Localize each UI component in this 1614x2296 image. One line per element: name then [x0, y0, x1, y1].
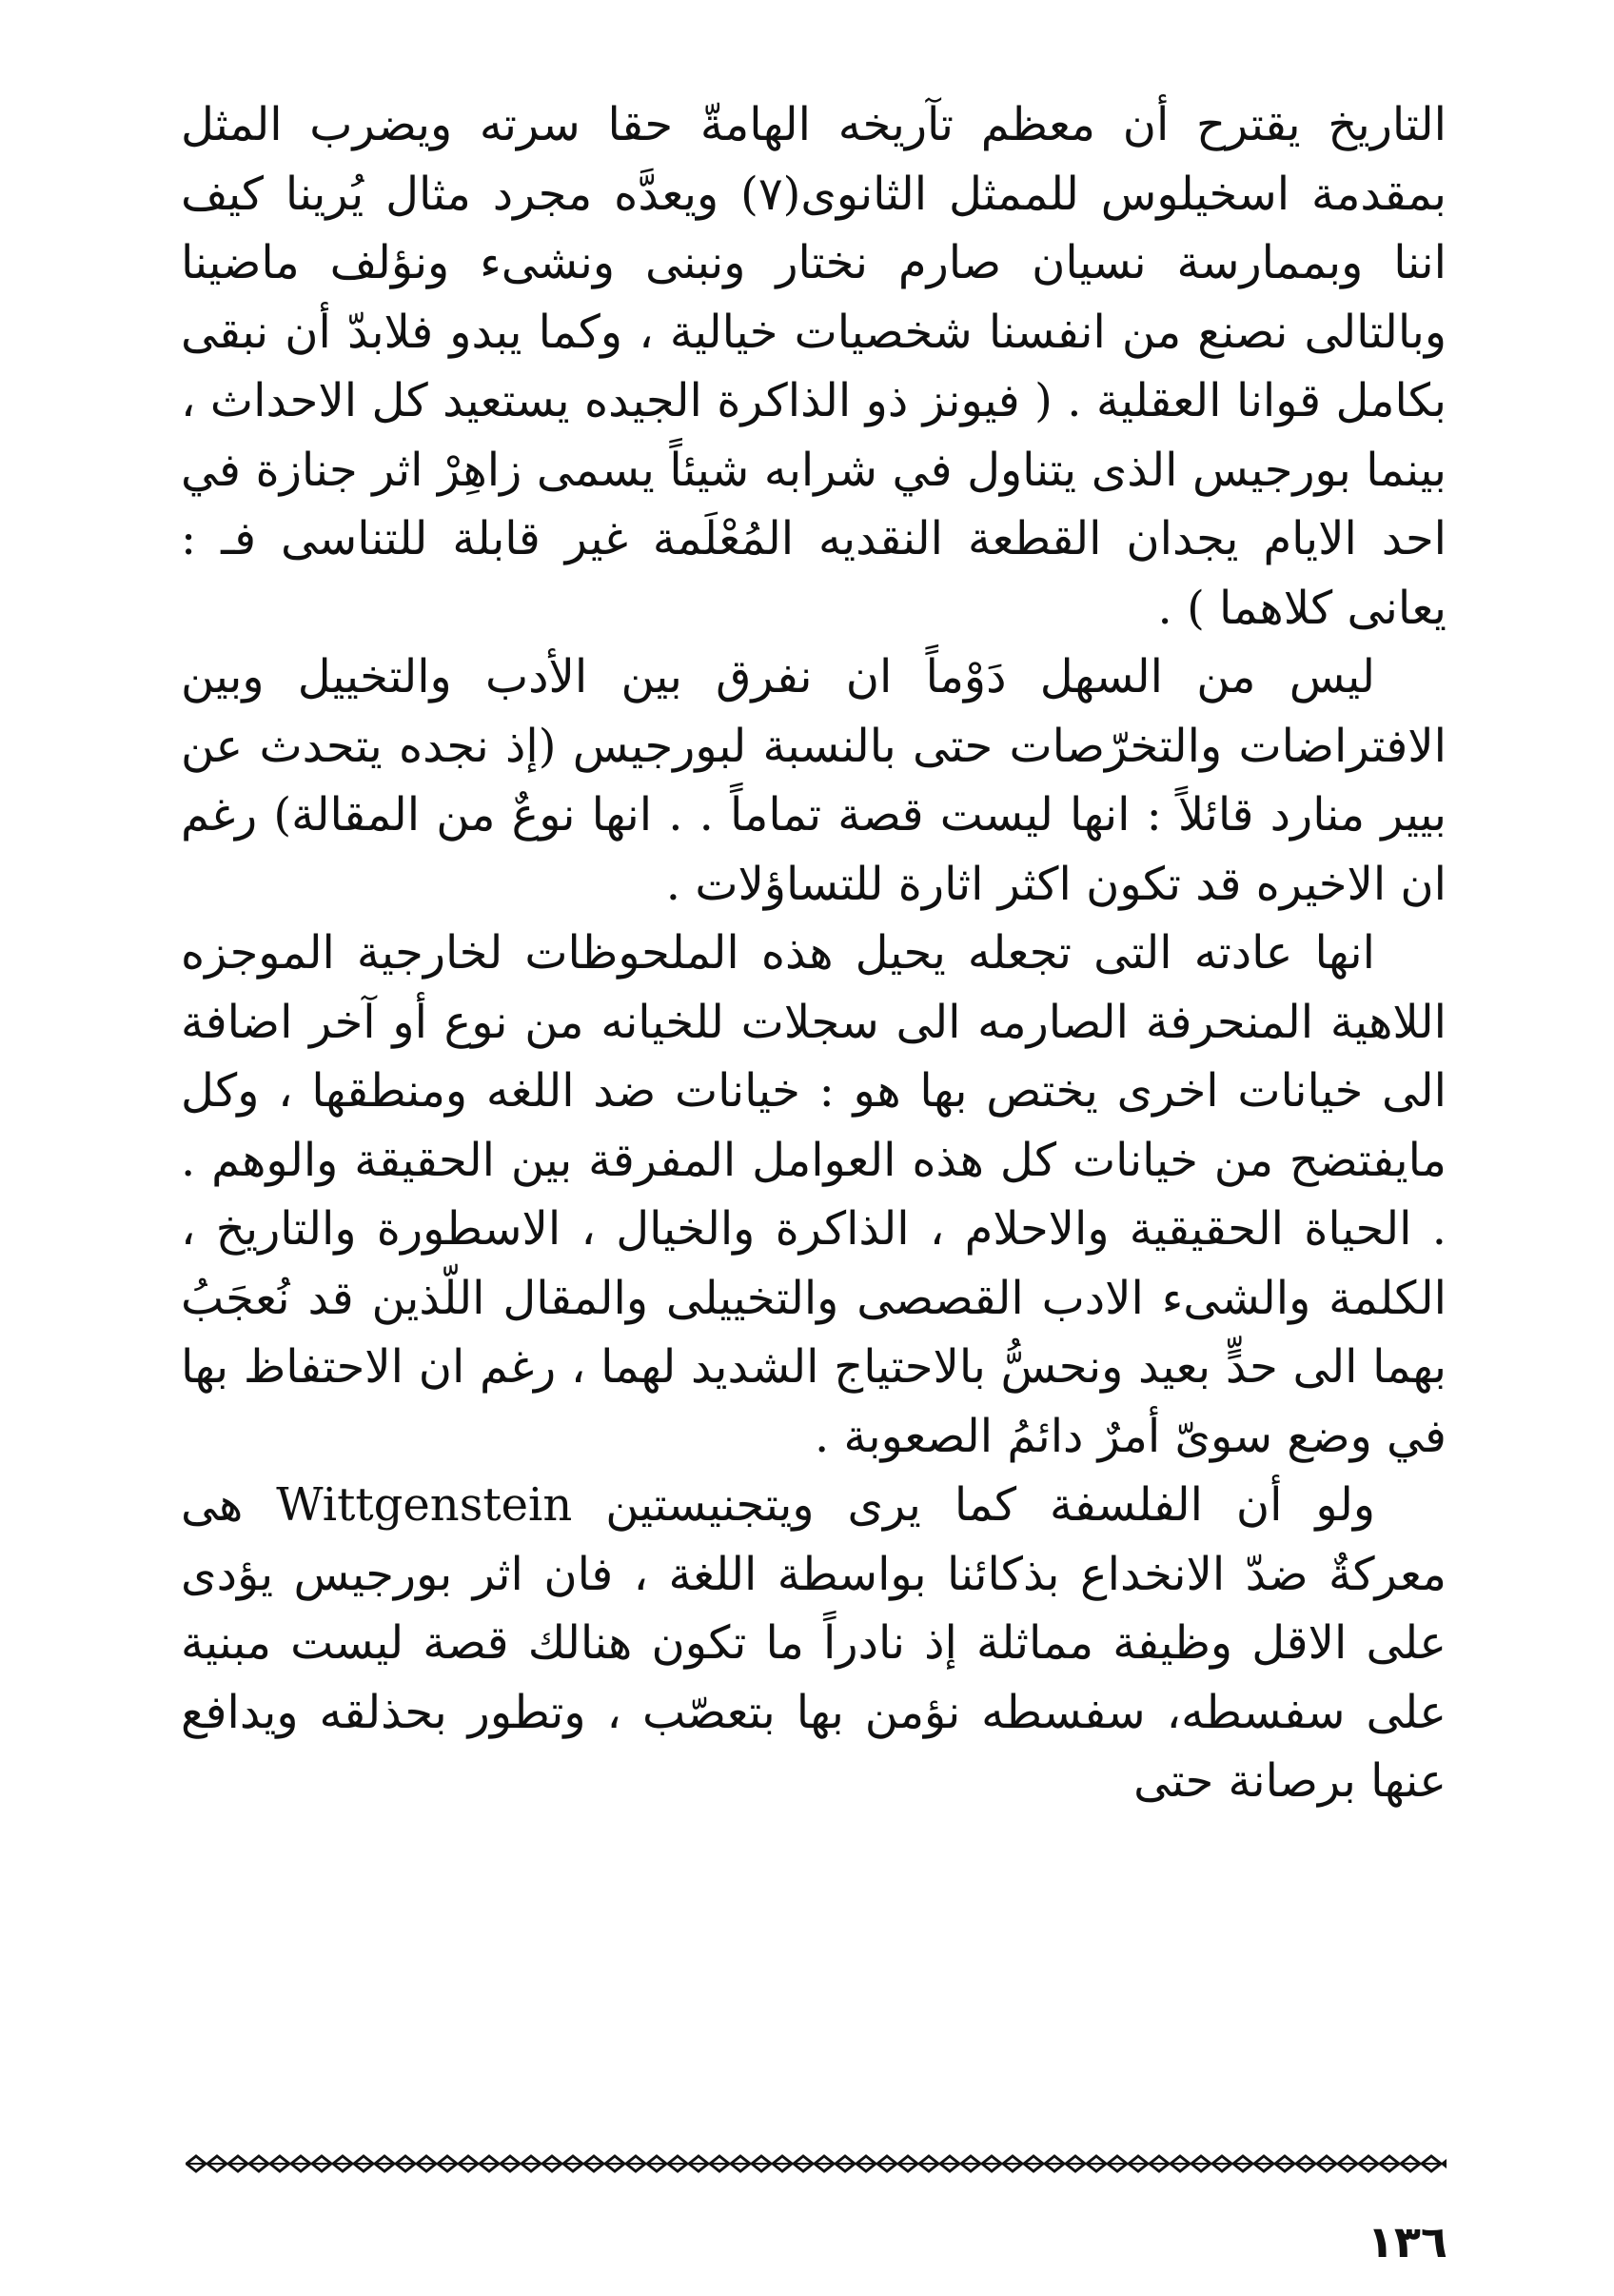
page-body — [181, 90, 1447, 2137]
paragraph-2: ليس من السهل دَوْماً ان نفرق بين الأدب والتخييل وبين الافتراضات والتخرّصات حتى بالنسبة لبورجيس (إذ نجده يتحدث عن بيير منارد قائلاً : انها ليست قصة تماماً . . انها نوعٌ من المقالة) رغم ان الاخيره قد تكون اكثر اثارة للتساؤلات . — [181, 650, 1447, 911]
ornamental-divider — [186, 2153, 1447, 2174]
page-number: ١٣٦ — [1367, 2216, 1447, 2267]
paragraph-3: انها عادته التى تجعله يحيل هذه الملحوظات لخارجية الموجزه اللاهية المنحرفة الصارمه الى سجلات للخيانه من نوع أو آخر اضافة الى خيانات اخرى يختص بها هو : خيانات ضد اللغه ومنطقها ، وكل مايفتضح من خيانات كل هذه العوامل المفرقة بين الحقيقة والوهم . . الحياة الحقيقية والاحلام ، الذاكرة والخيال ، الاسطورة والتاريخ ، الكلمة والشىء الادب القصصى والتخييلى والمقال اللّذين قد نُعجَبُ بهما الى حدٍّ بعيد ونحسُّ بالاحتياج الشديد لهما ، رغم ان الاحتفاظ بها في وضع سوىّ أمرٌ دائمُ الصعوبة . — [181, 926, 1447, 1463]
paragraph-1: التاريخ يقترح أن معظم تآريخه الهامةّ حقا سرته ويضرب المثل بمقدمة اسخيلوس للممثل الثانوى(٧) ويعدَّه مجرد مثال يُرينا كيف اننا وبممارسة نسيان صارم نختار ونبنى ونشىء ونؤلف ماضينا وبالتالى نصنع من انفسنا شخصيات خيالية ، وكما يبدو فلابدّ أن نبقى بكامل قوانا العقلية . ( فيونز ذو الذاكرة الجيده يستعيد كل الاحداث ، بينما بورجيس الذى يتناول في شرابه شيئاً يسمى زاهِرْ اثر جنازة في احد الايام يجدان القطعة النقديه المُعْلَمة غير قابلة للتناسى فـ : يعانى كلاهما ) . — [181, 98, 1447, 635]
paragraph-4: ولو أن الفلسفة كما يرى ويتجنيستين Wittgenstein هى معركةٌ ضدّ الانخداع بذكائنا بواسطة اللغة ، فان اثر بورجيس يؤدى على الاقل وظيفة مماثلة إذ نادراً ما تكون هنالك قصة ليست مبنية على سفسطه، سفسطه نؤمن بها بتعصّب ، وتطور بحذلقه ويدافع عنها برصانة حتى — [181, 1478, 1447, 1808]
